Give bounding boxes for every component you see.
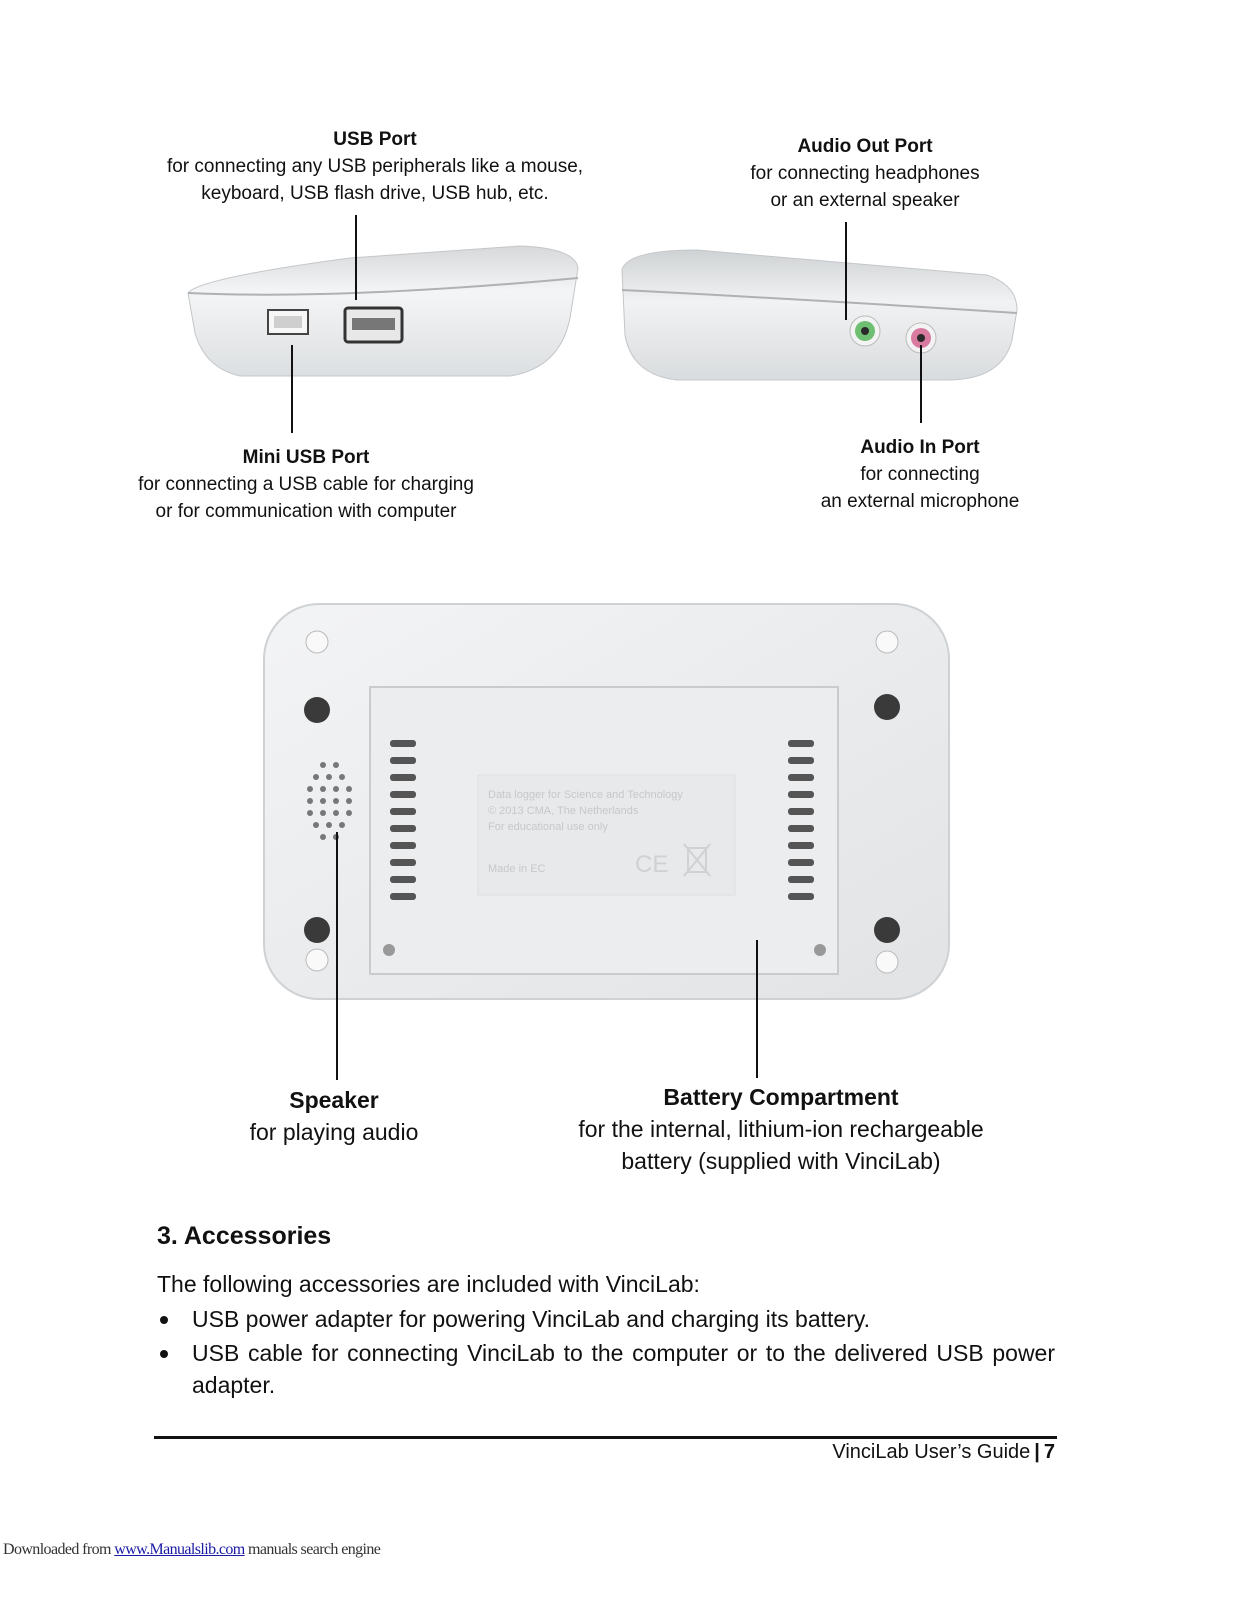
usb-port-leader <box>355 215 357 300</box>
bullet-icon <box>160 1316 168 1324</box>
speaker-leader <box>336 832 338 1080</box>
list-item <box>157 1337 1055 1401</box>
download-note <box>3 1541 380 1559</box>
audio-out-callout <box>715 133 1015 214</box>
device-label-line4: Made in EC <box>488 863 546 875</box>
section-intro: The following accessories are included with VinciLab: <box>157 1271 700 1297</box>
battery-desc: for the internal, lithium-ion rechargeable battery (supplied with VinciLab) <box>578 1116 984 1174</box>
download-prefix: Downloaded from <box>3 1541 115 1558</box>
usb-port-callout <box>135 126 615 207</box>
mini-usb-leader <box>291 345 293 433</box>
speaker-title: Speaker <box>289 1087 379 1113</box>
download-suffix: manuals search engine <box>244 1541 381 1558</box>
battery-callout <box>540 1081 1022 1177</box>
page-footer <box>832 1441 1055 1464</box>
device-back-photo <box>260 600 960 1005</box>
ce-mark: CE <box>635 851 669 878</box>
audio-in-desc: for connecting an external microphone <box>820 464 1020 512</box>
usb-port-title: USB Port <box>333 129 417 150</box>
list-item <box>157 1303 1055 1335</box>
battery-leader <box>756 940 758 1078</box>
audio-in-leader <box>920 345 922 423</box>
accessories-list <box>157 1303 1055 1403</box>
device-label-line3: For educational use only <box>488 821 608 833</box>
battery-title: Battery Compartment <box>663 1084 899 1110</box>
mini-usb-callout <box>106 444 506 525</box>
audio-out-title: Audio Out Port <box>797 136 933 157</box>
list-item-text: USB power adapter for powering VinciLab and charging its battery. <box>192 1306 871 1332</box>
audio-in-title: Audio In Port <box>860 437 980 458</box>
audio-out-desc: for connecting headphones or an external speaker <box>750 163 980 211</box>
list-item-text: USB cable for connecting VinciLab to the computer or to the delivered USB power adapter. <box>192 1340 1055 1398</box>
device-right-side-photo <box>617 245 1022 385</box>
bullet-icon <box>160 1350 168 1358</box>
weee-bin-icon <box>684 844 710 876</box>
audio-in-callout <box>790 434 1050 515</box>
usb-port-desc: for connecting any USB peripherals like a mouse, keyboard, USB flash drive, USB hub, etc. <box>166 156 584 204</box>
mini-usb-title: Mini USB Port <box>242 447 370 468</box>
speaker-desc: for playing audio <box>249 1119 419 1145</box>
footer-rule <box>154 1436 1057 1439</box>
speaker-callout <box>214 1084 454 1148</box>
device-label-line2: © 2013 CMA, The Netherlands <box>488 805 639 817</box>
device-label-line1: Data logger for Science and Technology <box>488 789 683 801</box>
footer-separator: | <box>1034 1441 1040 1463</box>
footer-guide-title: VinciLab User’s Guide <box>832 1441 1031 1463</box>
mini-usb-desc: for connecting a USB cable for charging or for communication with computer <box>138 474 474 522</box>
device-left-side-photo <box>180 238 585 383</box>
section-heading: 3. Accessories <box>157 1222 332 1250</box>
audio-out-leader <box>845 222 847 320</box>
page-number: 7 <box>1043 1441 1055 1463</box>
manualslib-link[interactable]: www.Manualslib.com <box>114 1541 245 1558</box>
